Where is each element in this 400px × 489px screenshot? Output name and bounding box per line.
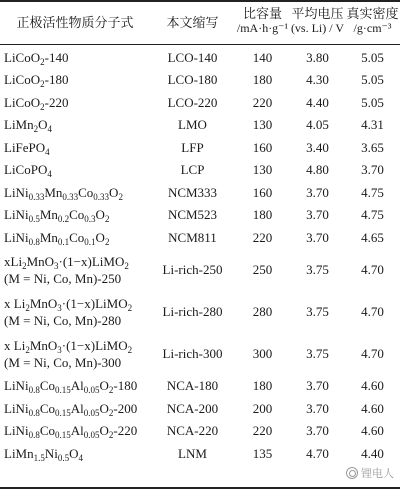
- cell-capacity: 250: [252, 262, 273, 277]
- cell-abbreviation: NCA-200: [166, 400, 219, 416]
- header-voltage: [290, 6, 345, 36]
- cell-abbreviation: Li-rich-250: [162, 262, 223, 277]
- cell-density: 5.05: [361, 49, 384, 65]
- cell-voltage: 3.70: [306, 184, 329, 200]
- cell-abbreviation: NCM811: [168, 229, 217, 245]
- cell-formula: LiCoPO$_4$: [4, 162, 52, 180]
- cell-density: 4.70: [361, 262, 384, 277]
- cell-capacity: 220: [252, 423, 273, 439]
- header-formula: 正极活性物质分子式: [16, 15, 134, 30]
- table-row: [0, 333, 400, 375]
- table-row: [0, 204, 400, 227]
- cell-abbreviation: NCM333: [167, 184, 218, 200]
- cell-density: 4.75: [361, 184, 384, 200]
- header-capacity: [235, 6, 290, 36]
- header-capacity-label: 比容量: [242, 6, 282, 21]
- header-voltage-label: 平均电压: [291, 6, 344, 21]
- cell-abbreviation: LCP: [180, 162, 205, 178]
- cell-abbreviation: Li-rich-300: [162, 346, 223, 361]
- table-row: [0, 69, 400, 92]
- cell-density: 4.70: [361, 304, 384, 319]
- cell-voltage: 4.80: [306, 162, 329, 178]
- table-row: [0, 114, 400, 137]
- cell-density: 4.60: [361, 423, 384, 439]
- cell-formula: $LiNi_{0.8}Co_{0.15}Al_{0.05}O_2-200$: [4, 400, 138, 418]
- cell-formula: $LiNi_{0.33}Mn_{0.33}Co_{0.33}O_2$: [4, 184, 123, 202]
- cell-voltage: 3.75: [306, 304, 329, 319]
- header-density-label: 真实密度: [346, 6, 399, 21]
- cell-formula: $LiMn_2O_4$: [4, 117, 53, 135]
- cell-density: 4.60: [361, 378, 384, 394]
- cell-abbreviation: NCA-180: [166, 378, 219, 394]
- cell-voltage: 3.70: [306, 400, 329, 416]
- table-row: [0, 226, 400, 249]
- cell-formula: x $Li_2MnO_3\cdot(1-x)LiMO_2$ (M = Ni, Co, Mn)-300: [4, 337, 133, 370]
- cell-capacity: 200: [252, 400, 273, 416]
- table-row: [0, 291, 400, 333]
- watermark: [346, 465, 394, 481]
- watermark-text: 锂电人: [361, 467, 394, 480]
- cell-voltage: 3.70: [306, 229, 329, 245]
- table-row: [0, 159, 400, 182]
- cell-formula: xLi$_2$MnO$_3$·(1−x)LiMO$_2$ (M = Ni, Co, Mn)-250: [4, 253, 129, 286]
- cell-formula: $LiMn_{1.5}Ni_{0.5}O_4$: [4, 445, 84, 463]
- header-density-unit: /g·cm⁻³: [353, 21, 392, 35]
- cell-density: 4.31: [361, 117, 384, 133]
- table-row: [0, 91, 400, 114]
- table-row: [0, 181, 400, 204]
- cell-abbreviation: LFP: [181, 139, 204, 155]
- header-density: [345, 6, 400, 36]
- table-row: [0, 397, 400, 420]
- cell-formula: $LiNi_{0.8}Co_{0.15}Al_{0.05}O_2-180$: [4, 378, 138, 396]
- cell-formula: LiFePO$_4$: [4, 139, 50, 157]
- cell-capacity: 300: [252, 346, 273, 361]
- cell-density: 4.75: [361, 207, 384, 223]
- table-body: [0, 46, 400, 487]
- cell-formula: $LiNi_{0.8}Co_{0.15}Al_{0.05}O_2-220$: [4, 423, 138, 441]
- table-header: [0, 0, 400, 44]
- cell-voltage: 4.30: [306, 72, 329, 88]
- cell-capacity: 135: [252, 445, 273, 461]
- cell-capacity: 160: [252, 184, 273, 200]
- cell-capacity: 220: [252, 94, 273, 110]
- cell-density: 4.70: [361, 346, 384, 361]
- cell-abbreviation: NCA-220: [166, 423, 219, 439]
- cell-formula: LiCoO$_2$-140: [4, 49, 69, 67]
- cell-formula: LiCoO$_2$-180: [4, 72, 69, 90]
- cell-voltage: 4.05: [306, 117, 329, 133]
- cell-capacity: 160: [252, 139, 273, 155]
- cell-density: 4.65: [361, 229, 384, 245]
- cell-density: 5.05: [361, 94, 384, 110]
- header-rule: [0, 44, 400, 45]
- cell-capacity: 140: [252, 49, 273, 65]
- cell-abbreviation: Li-rich-280: [162, 304, 223, 319]
- header-capacity-unit: /mA·h·g⁻¹: [236, 21, 289, 35]
- cell-abbreviation: LNM: [178, 445, 207, 461]
- table-row: [0, 420, 400, 443]
- cell-capacity: 130: [252, 117, 273, 133]
- cell-density: 3.65: [361, 139, 384, 155]
- table-row: [0, 249, 400, 291]
- cell-voltage: 3.70: [306, 207, 329, 223]
- cell-abbreviation: LCO-180: [167, 72, 218, 88]
- cell-abbreviation: LMO: [178, 117, 207, 133]
- cell-density: 3.70: [361, 162, 384, 178]
- cell-voltage: 4.40: [306, 94, 329, 110]
- cell-capacity: 180: [252, 378, 273, 394]
- table-row: [0, 136, 400, 159]
- cell-capacity: 130: [252, 162, 273, 178]
- cell-capacity: 220: [252, 229, 273, 245]
- cell-voltage: 3.40: [306, 139, 329, 155]
- header-voltage-unit: (vs. Li) / V: [290, 21, 345, 35]
- cell-formula: LiCoO$_2$-220: [4, 94, 69, 112]
- cell-voltage: 3.75: [306, 262, 329, 277]
- cell-capacity: 280: [252, 304, 273, 319]
- cell-formula: $LiNi_{0.8}Mn_{0.1}Co_{0.1}O_2$: [4, 229, 110, 247]
- cell-voltage: 4.70: [306, 445, 329, 461]
- cell-voltage: 3.70: [306, 378, 329, 394]
- table-row: [0, 375, 400, 398]
- cell-abbreviation: LCO-220: [167, 94, 218, 110]
- cell-capacity: 180: [252, 207, 273, 223]
- table-row: [0, 46, 400, 69]
- cell-voltage: 3.75: [306, 346, 329, 361]
- watermark-icon: [346, 467, 358, 479]
- cell-capacity: 180: [252, 72, 273, 88]
- cell-formula: x $Li_2MnO_3\cdot(1-x)LiMO_2$ (M = Ni, Co, Mn)-280: [4, 295, 133, 328]
- cell-abbreviation: NCM523: [167, 207, 218, 223]
- cell-density: 5.05: [361, 72, 384, 88]
- header-abbreviation: 本文缩写: [166, 15, 219, 30]
- cell-voltage: 3.80: [306, 49, 329, 65]
- table-row: [0, 442, 400, 465]
- cell-formula: $LiNi_{0.5}Mn_{0.2}Co_{0.3}O_2$: [4, 207, 110, 225]
- cell-density: 4.60: [361, 400, 384, 416]
- cell-density: 4.40: [361, 445, 384, 461]
- cell-voltage: 3.70: [306, 423, 329, 439]
- cell-abbreviation: LCO-140: [167, 49, 218, 65]
